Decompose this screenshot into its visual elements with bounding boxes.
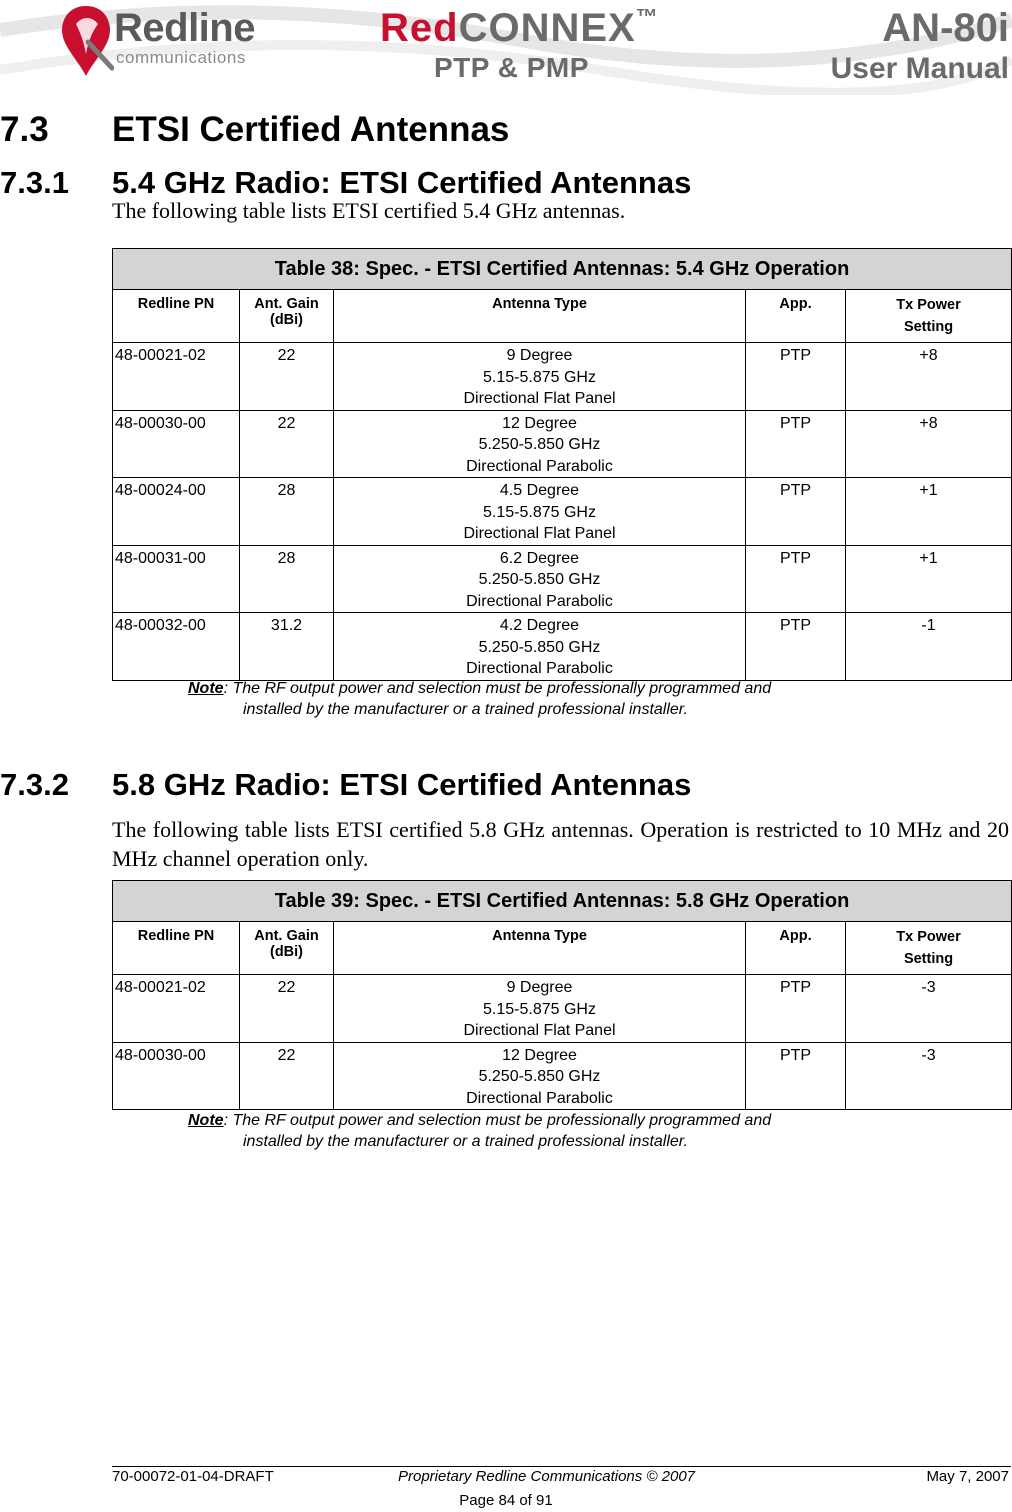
cell-app: PTP [746, 410, 846, 478]
model-name: AN-80i [882, 6, 1009, 50]
subsection-heading-2 [0, 767, 691, 803]
cell-app: PTP [746, 545, 846, 613]
cell-ant-gain: 28 [240, 545, 334, 613]
header-tx-power: Tx Power Setting [846, 922, 1012, 975]
cell-redline-pn: 48-00024-00 [113, 478, 240, 546]
table-row [113, 478, 1012, 546]
cell-ant-gain: 22 [240, 1042, 334, 1110]
redline-logo-icon [58, 2, 114, 80]
cell-redline-pn: 48-00030-00 [113, 410, 240, 478]
footer-page-number: Page 84 of 91 [459, 1492, 553, 1509]
cell-app: PTP [746, 343, 846, 411]
footer-copyright: Proprietary Redline Communications © 2007 [398, 1468, 696, 1485]
footer-doc-id: 70-00072-01-04-DRAFT [112, 1468, 274, 1485]
cell-antenna-type: 12 Degree 5.250-5.850 GHz Directional Parabolic [334, 1042, 746, 1110]
cell-redline-pn: 48-00021-02 [113, 343, 240, 411]
cell-antenna-type: 12 Degree 5.250-5.850 GHz Directional Parabolic [334, 410, 746, 478]
manual-title: User Manual [830, 52, 1009, 85]
cell-antenna-type: 6.2 Degree 5.250-5.850 GHz Directional Parabolic [334, 545, 746, 613]
page-header [0, 0, 1012, 95]
subsection-number-1: 7.3.1 [0, 165, 69, 200]
note-text-line2: installed by the manufacturer or a trained professional installer. [243, 701, 688, 718]
table-row [113, 343, 1012, 411]
header-redline-pn: Redline PN [113, 290, 240, 343]
note-label: Note [188, 680, 224, 697]
trademark-symbol: ™ [635, 4, 659, 29]
note-1 [188, 678, 771, 720]
cell-app: PTP [746, 478, 846, 546]
section-heading [0, 110, 509, 150]
cell-antenna-type: 4.5 Degree 5.15-5.875 GHz Directional Flat Panel [334, 478, 746, 546]
table-header-row [113, 290, 1012, 343]
table-row [113, 545, 1012, 613]
header-ant-gain: Ant. Gain (dBi) [240, 290, 334, 343]
cell-ant-gain: 22 [240, 975, 334, 1043]
table-row [113, 975, 1012, 1043]
cell-tx-power: -3 [846, 975, 1012, 1043]
table-header-row [113, 922, 1012, 975]
table-row [113, 613, 1012, 681]
footer-divider [112, 1466, 1011, 1467]
cell-tx-power: +1 [846, 478, 1012, 546]
subsection-title-1: 5.4 GHz Radio: ETSI Certified Antennas [112, 165, 692, 200]
header-ant-gain: Ant. Gain (dBi) [240, 922, 334, 975]
cell-tx-power: +1 [846, 545, 1012, 613]
cell-app: PTP [746, 1042, 846, 1110]
header-redline-pn: Redline PN [113, 922, 240, 975]
header-tx-power: Tx Power Setting [846, 290, 1012, 343]
cell-antenna-type: 9 Degree 5.15-5.875 GHz Directional Flat Panel [334, 343, 746, 411]
note-label: Note [188, 1112, 224, 1129]
cell-app: PTP [746, 613, 846, 681]
cell-antenna-type: 4.2 Degree 5.250-5.850 GHz Directional Parabolic [334, 613, 746, 681]
intro-paragraph-2: The following table lists ETSI certified 5.8 GHz antennas. Operation is restricted to 10 MHz and 20 MHz channel operation only. [112, 817, 1009, 871]
cell-redline-pn: 48-00030-00 [113, 1042, 240, 1110]
header-antenna-type: Antenna Type [334, 922, 746, 975]
subsection-title-2: 5.8 GHz Radio: ETSI Certified Antennas [112, 767, 692, 802]
antenna-table-58ghz [112, 880, 1012, 1110]
note-text-line2: installed by the manufacturer or a trained professional installer. [243, 1133, 688, 1150]
section-title: ETSI Certified Antennas [112, 110, 510, 149]
product-name [380, 6, 659, 51]
header-antenna-type: Antenna Type [334, 290, 746, 343]
header-app: App. [746, 290, 846, 343]
cell-ant-gain: 22 [240, 343, 334, 411]
product-name-rest: CONNEX [458, 6, 636, 50]
footer-date: May 7, 2007 [926, 1468, 1009, 1485]
cell-antenna-type: 9 Degree 5.15-5.875 GHz Directional Flat Panel [334, 975, 746, 1043]
note-text-line1: : The RF output power and selection must be professionally programmed and [223, 1112, 772, 1129]
cell-app: PTP [746, 975, 846, 1043]
logo-subtitle: communications [116, 48, 246, 67]
header-app: App. [746, 922, 846, 975]
table-row [113, 410, 1012, 478]
redline-logo [58, 2, 288, 82]
cell-tx-power: +8 [846, 343, 1012, 411]
cell-redline-pn: 48-00032-00 [113, 613, 240, 681]
cell-ant-gain: 31.2 [240, 613, 334, 681]
subsection-number-2: 7.3.2 [0, 767, 69, 802]
note-2 [188, 1110, 771, 1152]
cell-ant-gain: 22 [240, 410, 334, 478]
intro-paragraph-1: The following table lists ETSI certified 5.4 GHz antennas. [112, 198, 626, 223]
product-line: PTP & PMP [434, 52, 589, 83]
cell-tx-power: -3 [846, 1042, 1012, 1110]
table-caption: Table 39: Spec. - ETSI Certified Antennas: 5.8 GHz Operation [113, 881, 1012, 922]
product-name-red: Red [380, 6, 459, 50]
cell-tx-power: -1 [846, 613, 1012, 681]
cell-redline-pn: 48-00021-02 [113, 975, 240, 1043]
cell-redline-pn: 48-00031-00 [113, 545, 240, 613]
cell-tx-power: +8 [846, 410, 1012, 478]
table-row [113, 1042, 1012, 1110]
logo-wordmark: Redline [114, 6, 255, 50]
antenna-table-54ghz [112, 248, 1012, 681]
section-number: 7.3 [0, 110, 49, 149]
table-caption: Table 38: Spec. - ETSI Certified Antennas: 5.4 GHz Operation [113, 249, 1012, 290]
cell-ant-gain: 28 [240, 478, 334, 546]
note-text-line1: : The RF output power and selection must be professionally programmed and [223, 680, 772, 697]
